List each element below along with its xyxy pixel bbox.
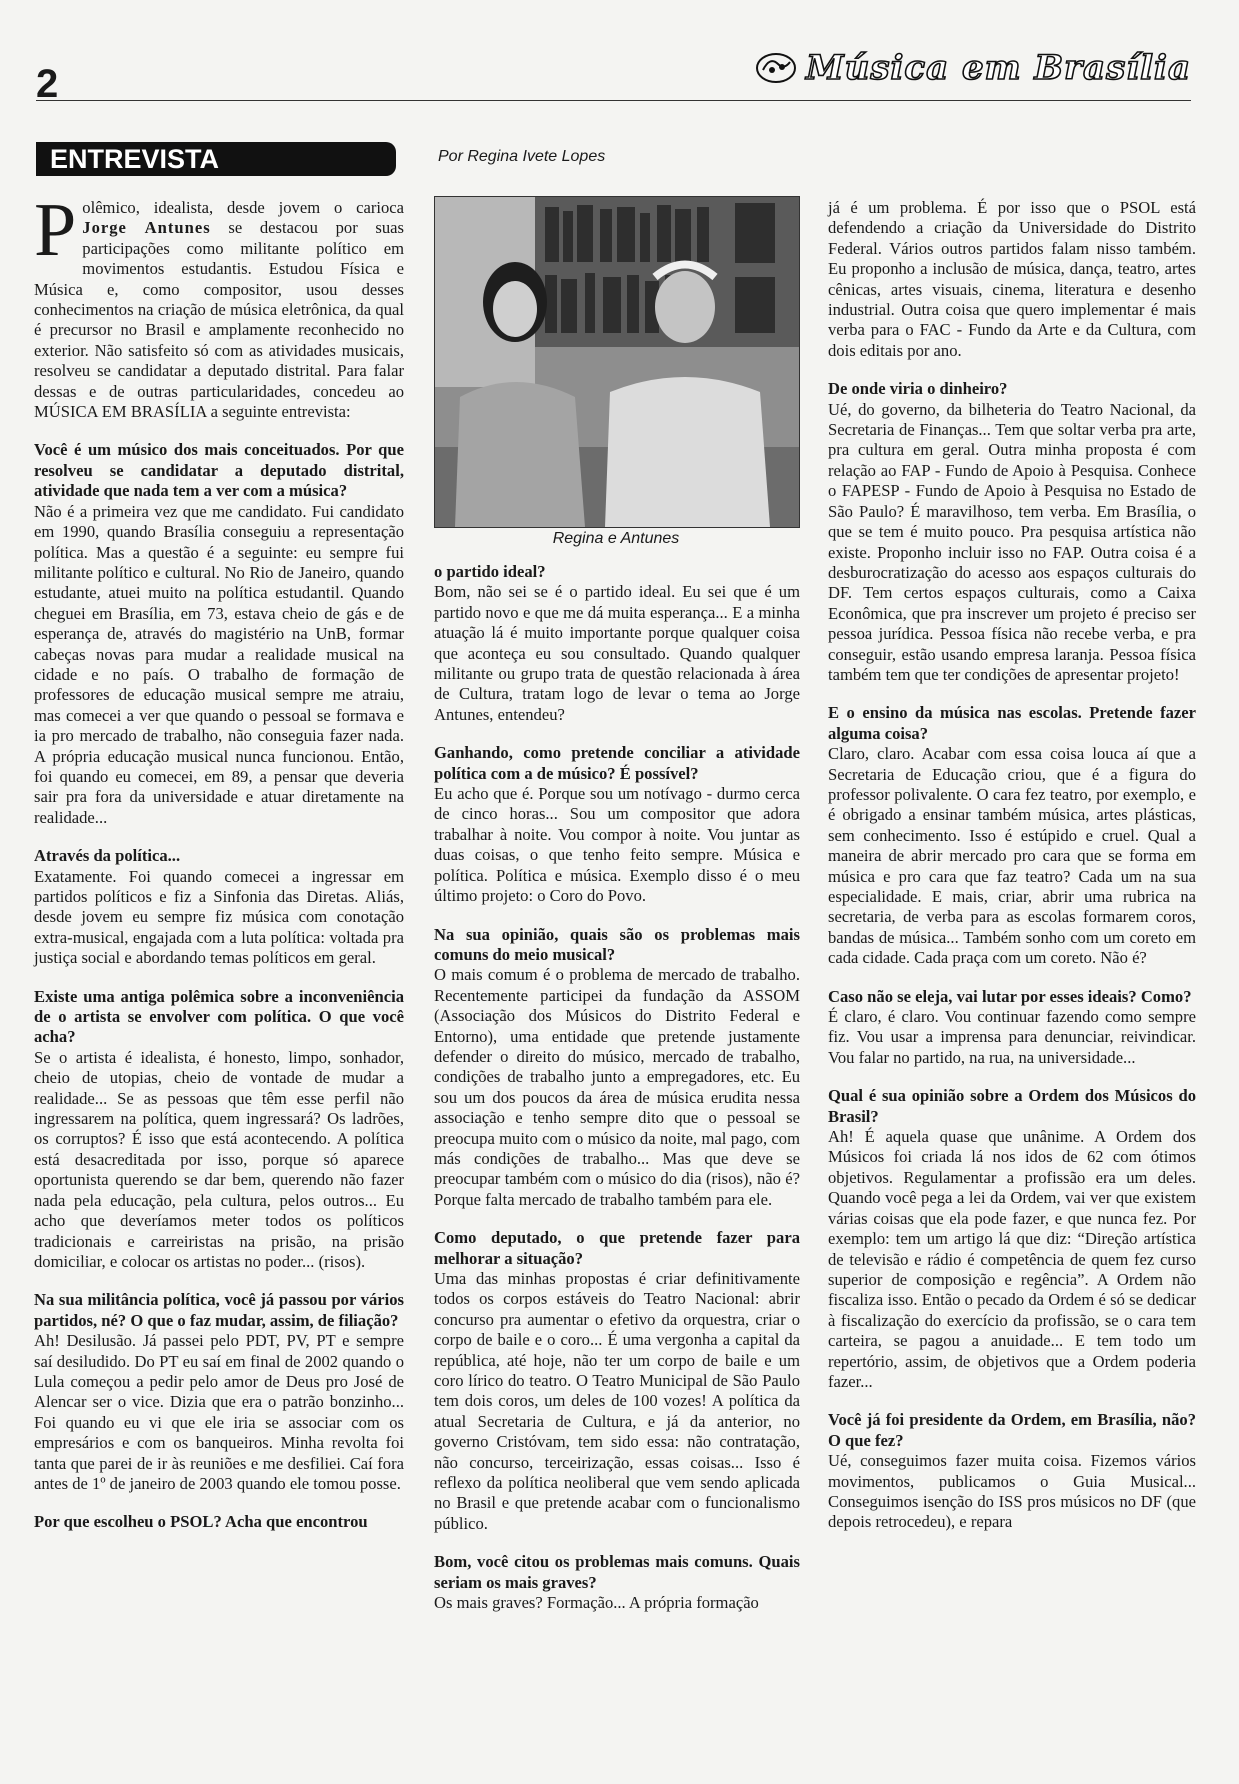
question: Por que escolheu o PSOL? Acha que encontrou [34, 1512, 368, 1532]
question: Na sua opinião, quais são os problemas mais comuns do meio musical? [434, 924, 800, 964]
answer: Ah! Desilusão. Já passei pelo PDT, PV, PT e sempre saí desiludido. Do PT eu saí em final de 2002 quando o Lula começou a pedir pelo amor de Deus pro José de Alencar ser o vice. Dizia que era o patrão bonzinho... Foi quando eu vi que ele iria se associar com os empresários e com os banqueiros. Minha revolta foi tanta que parei de ir às reuniões e me desfiliei. Caí fora antes de 1º de janeiro de 2003 quando ele tomou posse. [34, 1331, 404, 1493]
qa-item [34, 1512, 404, 1532]
column-2 [434, 562, 800, 1632]
photo-image [435, 197, 799, 527]
question: Na sua militância política, você já passou por vários partidos, né? O que o faz mudar, assim, de filiação? [34, 1290, 404, 1330]
answer: Ué, conseguimos fazer muita coisa. Fizemos vários movimentos, publicamos o Guia Musical... Conseguimos isenção do ISS pros músicos no DF (que depois retrocedeu), e repara [828, 1451, 1196, 1532]
page-number: 2 [36, 62, 59, 106]
byline: Por Regina Ivete Lopes [438, 148, 606, 165]
qa-item [434, 1228, 800, 1534]
answer: Os mais graves? Formação... A própria formação [434, 1593, 759, 1613]
qa-item [434, 1552, 800, 1613]
question: Você é um músico dos mais conceituados. Por que resolveu se candidatar a deputado distrital, atividade que nada tem a ver com a música? [34, 440, 404, 501]
qa-item [34, 987, 404, 1273]
qa-item [828, 1086, 1196, 1392]
qa-item [828, 1410, 1196, 1532]
answer: Claro, claro. Acabar com essa coisa louca aí que a Secretaria de Educação criou, que é a figura do professor polivalente. O cara fez teatro, por exemplo, e é obrigado a ensinar também música, artes plásticas, sem conhecimento. Isso é estúpido e cruel. Qual a maneira de abrir mercado pro cara que se forma em música e pro cara que faz teatro? Cada um na sua especialidade. E mais, criar, abrir uma rubrica na secretaria, de verba para as escolas formarem coros, bandas de música... Também sonho com um coreto em cada cidade. Cada praça com um coreto. Não é? [828, 744, 1196, 968]
question: Você já foi presidente da Ordem, em Brasília, não? O que fez? [828, 1410, 1196, 1450]
question: De onde viria o dinheiro? [828, 379, 1008, 399]
qa-item [34, 440, 404, 828]
qa-item [434, 925, 800, 1211]
answer: Ué, do governo, da bilheteria do Teatro Nacional, da Secretaria de Finanças... Tem que soltar verba pra arte, pra cultura em geral. Outra minha proposta é com relação ao FAP - Fundo de Apoio à Pesquisa. Conhece o FAPESP - Fundo de Apoio à Pesquisa no Estado de São Paulo? É maravilhoso, tem verba. Em Brasília, o que se tem é muito pouco. Pra pesquisa artística não existe. Proponho incluir isso no FAP. Outra coisa é a desburocratização do acesso aos espaços culturais do DF. Tem certos espaços culturais, como a Caixa Econômica, que pra inscrever um projeto é preciso ser pessoa jurídica. Pessoa física não recebe verba, e pra conseguir, estão usando empresa laranja. Pessoa física também tem que ter condições de apresentar projeto! [828, 399, 1196, 684]
answer: Exatamente. Foi quando comecei a ingressar em partidos políticos e fiz a Sinfonia das Diretas. Aliás, desde jovem eu sempre fiz música com conotação extra-musical, engajada com a luta política: voltada pra justiça social e abordando temas políticos em geral. [34, 866, 404, 968]
question: o partido ideal? [434, 562, 546, 581]
answer: É claro, é claro. Vou continuar fazendo como sempre fiz. Vou usar a imprensa para denunciar, reivindicar. Vou falar no partido, na rua, na universidade... [828, 1007, 1196, 1067]
question: Caso não se eleja, vai lutar por esses ideais? Como? [828, 986, 1192, 1006]
question: Como deputado, o que pretende fazer para melhorar a situação? [434, 1228, 800, 1268]
qa-list-column-3 [828, 198, 1196, 1533]
answer: O mais comum é o problema de mercado de trabalho. Recentemente participei da fundação da ASSOM (Associação dos Músicos do Distrito Federal e Entorno), uma entidade que pretende justamente defender o direito do músico, mercado de trabalho, condições de trabalho junto a empregadores, etc. Eu sou um dos poucos da área de música erudita nessa associação e tenho sempre dito que o pessoal se preocupa muito com o músico da noite, mal pago, com más condições de trabalho... Mas que deve se preocupar também com o músico do dia (risos), não é? Porque falta mercado de trabalho também para ele. [434, 965, 800, 1209]
qa-item [434, 562, 800, 725]
column-1 [34, 188, 404, 1551]
qa-item [434, 743, 800, 906]
interviewee-name: Jorge Antunes [82, 218, 211, 238]
masthead [754, 48, 1191, 88]
answer: já é um problema. É por isso que o PSOL está defendendo a criação da Universidade do Distrito Federal. Vários outros partidos falam nisso também. Eu proponho a inclusão de música, dança, teatro, artes cênicas, artes visuais, cinema, literatura e desenho industrial. Outra coisa que quero implementar é mais verba para o FAC - Fundo da Arte e da Cultura, com dois editais por ano. [828, 198, 1196, 360]
qa-item [828, 379, 1196, 685]
photo-caption: Regina e Antunes [552, 530, 680, 547]
qa-item [828, 198, 1196, 361]
question: Existe uma antiga polêmica sobre a inconveniência de o artista se envolver com política. O que você acha? [34, 986, 404, 1047]
section-label: ENTREVISTA [36, 142, 396, 176]
answer: Bom, não sei se é o partido ideal. Eu sei que é um partido novo e que me dá muita esperança... E a minha atuação lá é muito importante porque qualquer coisa que aconteça eu sou consultado. Quando qualquer militante ou grupo trata de questão relacionada à área de Cultura, tratam logo de levar o tema ao Jorge Antunes, entendeu? [434, 582, 800, 724]
qa-item [34, 846, 404, 968]
answer: Não é a primeira vez que me candidato. Fui candidato em 1990, quando Brasília conseguiu a representação política. Mas a questão é a seguinte: eu sempre fui militante político e cultural. No Rio de Janeiro, quando estudante, atuei muito na política estudantil. Quando cheguei em Brasília, em 73, estava cheio de gás e de esperança de, através do magistério na UnB, formar cabeças novas para mudar a realidade musical na cidade e no país. O trabalho de formação de professores de educação musical sempre me atraiu, mas comecei a ver que quando o pessoal se formava e ia pro mercado de trabalho, não conseguia fazer nada. A própria educação musical nunca funcionou. Então, foi quando eu comecei, em 89, a pensar que deveria sair pra fora da universidade e atuar diretamente na realidade... [34, 501, 404, 827]
publication-name: Música em Brasília [805, 48, 1191, 88]
answer: Uma das minhas propostas é criar definitivamente todos os corpos estáveis do Teatro Nacional: abrir concurso pra aumentar o efetivo da orquestra, criar o corpo de baile e o coro... É uma vergonha a capital da república, até hoje, não ter um corpo de baile e um coro lírico do teatro. O Teatro Municipal de São Paulo tem dois coros, um deles de 100 vozes! A política da atual Secretaria de Cultura, e já da anterior, no governo Cristóvam, tem sido essa: não contratação, não concurso, terceirização, essas coisas... Isso é reflexo da política neoliberal que vem sendo aplicada no Brasil e que pretende acabar com o funcionalismo público. [434, 1269, 800, 1533]
qa-list-column-1 [34, 440, 404, 1532]
answer: Eu acho que é. Porque sou um notívago - durmo cerca de cinco horas... Sou um compositor que adora trabalhar à noite. Vou compor à noite. Vou juntar as duas coisas, o que tenho feito sempre. Música e política. Política e música. Exemplo disso é o meu último projeto: o Coro do Povo. [434, 784, 800, 906]
interview-photo [434, 196, 800, 528]
question: Qual é sua opinião sobre a Ordem dos Músicos do Brasil? [828, 1086, 1196, 1126]
question: Através da política... [34, 846, 181, 866]
qa-item [828, 987, 1196, 1069]
intro-paragraph: Polêmico, idealista, desde jovem o carioca Jorge Antunes se destacou por suas participações como militante político em movimentos estudantis. Estudou Física e Música e, como compositor, usou desses conhecimentos na criação de música eletrônica, da qual é precursor no Brasil e amplamente reconhecido no exterior. Não satisfeito só com as atividades musicais, resolveu se candidatar a deputado distrital. Para falar dessas e de outras particularidades, concedeu ao MÚSICA EM BRASÍLIA a seguinte entrevista: [34, 188, 404, 422]
qa-item [828, 703, 1196, 968]
drop-cap: P [34, 188, 77, 272]
question: E o ensino da música nas escolas. Pretende fazer alguma coisa? [828, 703, 1196, 743]
column-3 [828, 198, 1196, 1551]
question: Bom, você citou os problemas mais comuns. Quais seriam os mais graves? [434, 1552, 800, 1592]
answer: Ah! É aquela quase que unânime. A Ordem dos Músicos foi criada lá nos idos de 62 com ótimos objetivos. Regulamentar a profissão era um deles. Quando você pega a lei da Ordem, vai ver que existem várias coisas que ela pode fazer, e que nunca fez. Por exemplo: tem um artigo lá que diz: “Direção artística de televisão e rádio é competência de quem fez curso superior de composição e regência”. A Ordem não fiscaliza isso. Então o pecado da Ordem é só se dedicar à fiscalização do exercício da profissão, se o cara tem carteira, se pagou a anuidade... E tem todo um repertório, assim, de objetivos que a Ordem poderia fazer... [828, 1127, 1196, 1391]
answer: Se o artista é idealista, é honesto, limpo, sonhador, cheio de utopias, cheio de vontade de mudar a realidade... Se as pessoas que têm esse perfil não ingressarem na política, quem ingressará? Os ladrões, os corruptos? É isso que está acontecendo. A política está desacreditada por isso, porque só aparece oportunista querendo se dar bem, querendo não fazer nada pela educação, pela cultura, pelos outros... Eu acho que deveríamos meter todos os políticos tradicionais e carreiristas na prisão, na prisão domiciliar, e colocar os artistas no poder... (risos). [34, 1047, 404, 1271]
qa-item [34, 1290, 404, 1494]
header-rule [36, 100, 1191, 101]
question: Ganhando, como pretende conciliar a atividade política com a de músico? É possível? [434, 743, 800, 783]
publication-logo-icon [754, 50, 798, 86]
qa-list-column-2 [434, 562, 800, 1614]
